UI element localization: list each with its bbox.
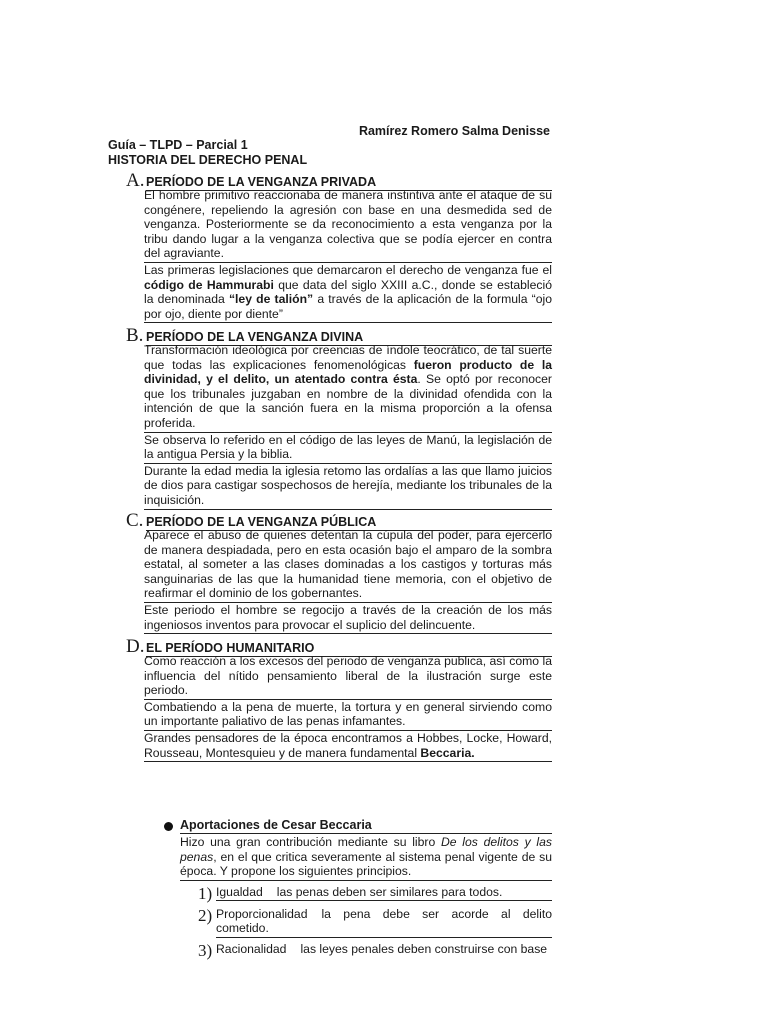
paragraph: Grandes pensadores de la época encontramos a Hobbes, Locke, Howard, Rousseau, Montesquieu y de manera fundamental Beccaria. xyxy=(144,731,552,762)
principle-term: Racionalidad xyxy=(216,941,287,956)
section-venganza-divina xyxy=(126,325,552,510)
principle-number: 3) xyxy=(198,940,213,960)
guide-line: Guía – TLPD – Parcial 1 xyxy=(108,138,248,152)
principle-term: Proporcionalidad xyxy=(216,906,308,921)
section-title: PERÍODO DE LA VENGANZA DIVINA xyxy=(146,330,552,346)
beccaria-section xyxy=(162,817,552,960)
principle-text: la pena debe ser acorde al delito cometido. xyxy=(216,906,552,936)
section-venganza-publica xyxy=(126,510,552,634)
paragraph: Se observa lo referido en el código de las leyes de Manú, la legislación de la antigua Persia y la biblia. xyxy=(144,433,552,464)
principle-item xyxy=(198,907,552,938)
paragraph: Hizo una gran contribución mediante su libro De los delitos y las penas, en el que critica severamente al sistema penal vigente de su época. Y propone los siguientes principios. xyxy=(180,835,552,881)
section-title: PERÍODO DE LA VENGANZA PÚBLICA xyxy=(146,515,552,531)
document-title: HISTORIA DEL DERECHO PENAL xyxy=(108,153,308,167)
principle-text: las penas deben ser similares para todos. xyxy=(276,884,503,899)
section-venganza-privada xyxy=(126,170,552,323)
principle-text: las leyes penales deben construirse con base xyxy=(300,941,548,956)
principle-number: 2) xyxy=(198,905,213,925)
paragraph: Las primeras legislaciones que demarcaron el derecho de venganza fue el código de Hammurabi que data del siglo XXIII a.C., donde se estableció la denominada “ley de talión” a través de la aplicación de la formula “ojo por ojo, diente por diente” xyxy=(144,263,552,323)
paragraph: Como reacción a los excesos del periodo de venganza publica, así como la influencia del nítido pensamiento liberal de la ilustración surge este periodo. xyxy=(144,654,552,700)
principle-term: Igualdad xyxy=(216,884,263,899)
author-name: Ramírez Romero Salma Denisse xyxy=(358,124,550,138)
bullet-icon xyxy=(164,822,173,831)
paragraph: El hombre primitivo reaccionaba de manera instintiva ante el ataque de su congénere, repeliendo la agresión con base en una desmedida sed de venganza. Posteriormente se da reconocimiento a esta venganza por la tribu dando lugar a la venganza colectiva que se podía ejercer en contra del agraviante. xyxy=(144,188,552,263)
section-title: EL PERÍODO HUMANITARIO xyxy=(146,641,552,657)
paragraph: Transformación ideológica por creencias de índole teocrático, de tal suerte que todas las explicaciones fenomenológicas fueron producto de la divinidad, y el delito, un atentado contra ésta. Se optó por reconocer que los tribunales juzgaban en nombre de la divinidad ofendida con la intención de que la sanción fuera en la misma proporción a la ofensa proferida. xyxy=(144,343,552,433)
principle-number: 1) xyxy=(198,883,213,903)
section-letter: B. xyxy=(126,325,144,346)
paragraph: Combatiendo a la pena de muerte, la tortura y en general sirviendo como un importante paliativo de las penas infamantes. xyxy=(144,700,552,731)
principle-item xyxy=(198,942,552,960)
principle-item xyxy=(198,885,552,903)
paragraph: Aparece el abuso de quienes detentan la cúpula del poder, para ejercerlo de manera despiadada, pero en esta ocasión bajo el amparo de la sombra estatal, al someter a las clases dominadas a los castigos y torturas más sanguinarias de las que la humanidad tiene memoria, con el objetivo de reafirmar el dominio de los gobernantes. xyxy=(144,528,552,603)
section-periodo-humanitario xyxy=(126,636,552,762)
section-title: PERÍODO DE LA VENGANZA PRIVADA xyxy=(146,175,552,191)
section-letter: A. xyxy=(126,170,145,191)
paragraph: Este periodo el hombre se regocijo a través de la creación de los más ingeniosos inventos para provocar el suplicio del delincuente. xyxy=(144,603,552,634)
section-letter: C. xyxy=(126,510,144,531)
beccaria-title: Aportaciones de Cesar Beccaria xyxy=(180,818,552,834)
section-letter: D. xyxy=(126,636,145,657)
paragraph: Durante la edad media la iglesia retomo las ordalías a las que llamo juicios de dios para castigar sospechosos de herejía, mediante los tribunales de la inquisición. xyxy=(144,464,552,510)
